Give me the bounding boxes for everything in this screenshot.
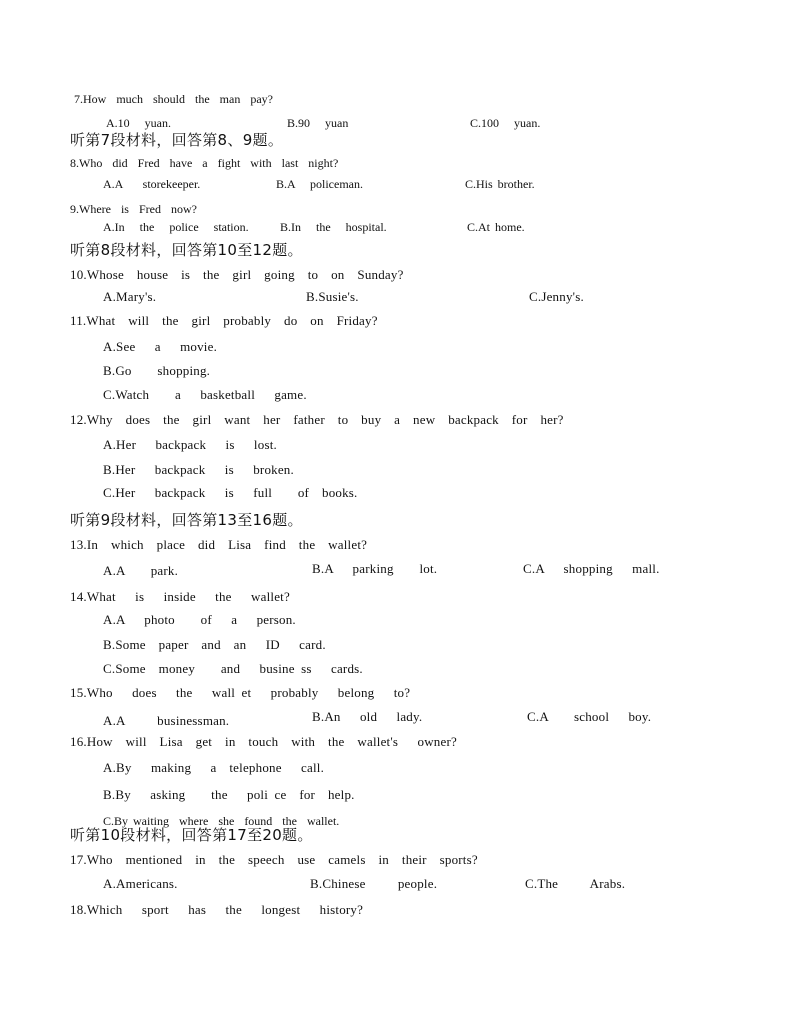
question-18: 18.Which sport has the longest history? [70, 902, 364, 917]
option-7b: B.90 yuan [287, 116, 349, 130]
option-10b: B.Susie's. [306, 289, 359, 304]
section-heading-8: 听第8段材料，回答第10至12题。 [70, 241, 303, 259]
option-11b: B.Go shopping. [103, 363, 211, 378]
option-14b: B.Some paper and an ID card. [103, 637, 326, 652]
option-11c: C.Watch a basketball game. [103, 387, 307, 402]
question-12: 12.Why does the girl want her father to buy a new backpack for her? [70, 412, 564, 427]
question-9: 9.Where is Fred now? [70, 202, 197, 216]
option-8c: C.His brother. [465, 177, 535, 191]
question-16: 16.How will Lisa get in touch with the wallet's owner? [70, 734, 457, 749]
option-17b: B.Chinese people. [310, 876, 438, 891]
option-15c: C.A school boy. [527, 709, 652, 724]
question-7: 7.How much should the man pay? [74, 92, 273, 106]
option-15a: A.A businessman. [103, 713, 230, 728]
option-16a: A.By making a telephone call. [103, 760, 325, 775]
option-10a: A.Mary's. [103, 289, 157, 304]
question-17: 17.Who mentioned in the speech use camels in their sports? [70, 852, 478, 867]
section-heading-10: 听第10段材料，回答第17至20题。 [70, 826, 313, 844]
option-15b: B.An old lady. [312, 709, 423, 724]
option-16c: C.By waiting where she found the wallet. [103, 814, 340, 828]
option-12a: A.Her backpack is lost. [103, 437, 277, 452]
option-8a: A.A storekeeper. [103, 177, 201, 191]
option-7a: A.10 yuan. [106, 116, 171, 130]
option-7c: C.100 yuan. [470, 116, 541, 130]
option-9a: A.In the police station. [103, 220, 249, 234]
option-16b: B.By asking the poli ce for help. [103, 787, 355, 802]
option-11a: A.See a movie. [103, 339, 218, 354]
option-17a: A.Americans. [103, 876, 178, 891]
option-13a: A.A park. [103, 563, 179, 578]
question-14: 14.What is inside the wallet? [70, 589, 290, 604]
section-heading-7: 听第7段材料，回答第8、9题。 [70, 131, 284, 149]
question-8: 8.Who did Fred have a fight with last night? [70, 156, 339, 170]
option-17c: C.The Arabs. [525, 876, 626, 891]
option-12c: C.Her backpack is full of books. [103, 485, 358, 500]
option-8b: B.A policeman. [276, 177, 363, 191]
section-heading-9: 听第9段材料，回答第13至16题。 [70, 511, 303, 529]
question-15: 15.Who does the wall et probably belong to? [70, 685, 411, 700]
question-11: 11.What will the girl probably do on Friday? [70, 313, 378, 328]
option-14c: C.Some money and busine ss cards. [103, 661, 363, 676]
option-14a: A.A photo of a person. [103, 612, 296, 627]
option-9c: C.At home. [467, 220, 525, 234]
option-12b: B.Her backpack is broken. [103, 462, 294, 477]
question-13: 13.In which place did Lisa find the wallet? [70, 537, 368, 552]
option-10c: C.Jenny's. [529, 289, 584, 304]
option-9b: B.In the hospital. [280, 220, 387, 234]
question-10: 10.Whose house is the girl going to on Sunday? [70, 267, 404, 282]
option-13b: B.A parking lot. [312, 561, 438, 576]
option-13c: C.A shopping mall. [523, 561, 660, 576]
